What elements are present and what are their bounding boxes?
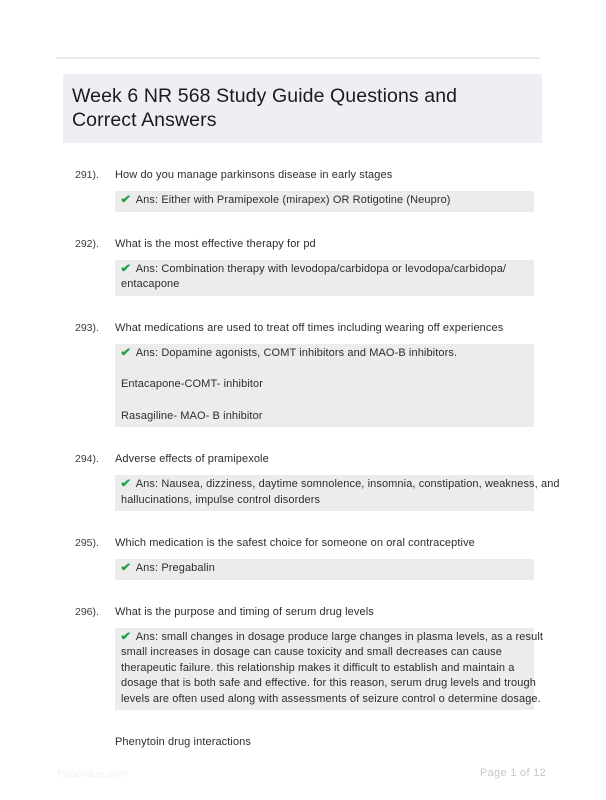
answer-paragraph	[121, 409, 526, 425]
question-section	[0, 605, 606, 711]
page-number: Page 1 of 12	[480, 767, 546, 779]
answer-paragraph	[121, 346, 526, 362]
question-text: Which medication is the safest choice for someone on oral contraceptive	[115, 537, 475, 549]
answer-line	[121, 409, 526, 425]
question-text: What is the purpose and timing of serum drug levels	[115, 605, 374, 618]
question-row	[0, 536, 606, 551]
answer-box	[115, 628, 544, 711]
question-row	[0, 605, 606, 620]
answer-line	[121, 346, 526, 362]
question-number: 294).	[75, 453, 99, 465]
answer-paragraph	[120, 477, 560, 508]
answer-line	[121, 645, 526, 661]
title-block	[63, 74, 542, 143]
answer-box	[115, 191, 534, 212]
question-number: 293).	[75, 321, 99, 334]
answer-line-text: Ans: Dopamine agonists, COMT inhibitors and MAO-B inhibitors.	[135, 346, 458, 359]
header-divider	[56, 57, 540, 59]
answer-line-text: Ans: Pregabalin	[135, 562, 215, 574]
answer-line	[121, 661, 526, 677]
trailing-note: Phenytoin drug interactions	[115, 736, 252, 748]
watermark-text: Paperdue.com	[57, 768, 128, 780]
question-section	[0, 237, 606, 296]
answer-box	[115, 475, 560, 511]
answer-line	[121, 193, 526, 209]
answer-line-text: Rasagiline- MAO- B inhibitor	[121, 409, 263, 422]
answer-line-text: Ans: Either with Pramipexole (mirapex) OR Rotigotine (Neupro)	[135, 194, 451, 206]
question-number: 292).	[75, 237, 99, 250]
check-icon: ✔	[120, 630, 132, 643]
check-icon: ✔	[120, 478, 132, 490]
answer-line-text: small increases in dosage can cause toxicity and small decreases can cause	[121, 646, 502, 658]
question-number: 291).	[75, 169, 99, 181]
question-number: 296).	[75, 605, 99, 618]
answer-line	[121, 262, 526, 278]
question-row	[0, 168, 606, 183]
answer-line-text: Ans: small changes in dosage produce large changes in plasma levels, as a result	[135, 630, 544, 643]
answer-line	[121, 561, 526, 577]
answer-line-text: levels are often used along with assessments of seizure control o determine dosage.	[121, 692, 541, 705]
check-icon: ✔	[120, 562, 132, 574]
question-text: What medications are used to treat off times including wearing off experiences	[115, 321, 504, 334]
answer-paragraph	[121, 561, 526, 577]
question-section	[0, 536, 606, 580]
answer-line	[121, 493, 526, 509]
question-row	[0, 452, 606, 467]
check-icon: ✔	[120, 346, 132, 359]
answer-paragraph	[121, 262, 526, 293]
question-row	[0, 321, 606, 336]
answer-line	[120, 477, 560, 493]
answer-line	[121, 676, 536, 692]
question-section	[0, 452, 606, 511]
question-text: Adverse effects of pramipexole	[115, 453, 269, 465]
trailing-note-section	[0, 735, 606, 750]
question-section	[0, 321, 606, 428]
answer-line-text: therapeutic failure. this relationship makes it difficult to establish and maintain a	[121, 661, 515, 674]
answer-paragraph	[121, 377, 526, 393]
answer-line	[120, 630, 544, 646]
answer-line-text: Ans: Combination therapy with levodopa/carbidopa or levodopa/carbidopa/	[135, 262, 507, 275]
answer-line	[121, 277, 526, 293]
answer-line-text: entacapone	[121, 278, 180, 290]
answer-paragraph	[121, 193, 526, 209]
question-row	[0, 237, 606, 252]
question-text: How do you manage parkinsons disease in early stages	[115, 169, 393, 181]
page-title: Week 6 NR 568 Study Guide Questions and Correct Answers	[72, 85, 458, 131]
answer-line-text: Ans: Nausea, dizziness, daytime somnolence, insomnia, constipation, weakness, and	[135, 478, 560, 490]
check-icon: ✔	[120, 262, 132, 275]
answer-box	[115, 260, 534, 296]
answer-line	[121, 377, 526, 393]
question-number: 295).	[75, 537, 99, 549]
answer-line-text: Entacapone-COMT- inhibitor	[121, 378, 263, 390]
question-section	[0, 168, 606, 212]
answer-box	[115, 559, 534, 580]
answer-line	[121, 692, 541, 708]
questions-list	[0, 143, 606, 750]
question-text: What is the most effective therapy for pd	[115, 237, 316, 250]
answer-line-text: hallucinations, impulse control disorders	[121, 493, 321, 506]
check-icon: ✔	[120, 194, 132, 206]
answer-paragraph	[120, 630, 544, 708]
answer-line-text: dosage that is both safe and effective. for this reason, serum drug levels and trough	[121, 677, 536, 689]
answer-box	[115, 344, 534, 428]
